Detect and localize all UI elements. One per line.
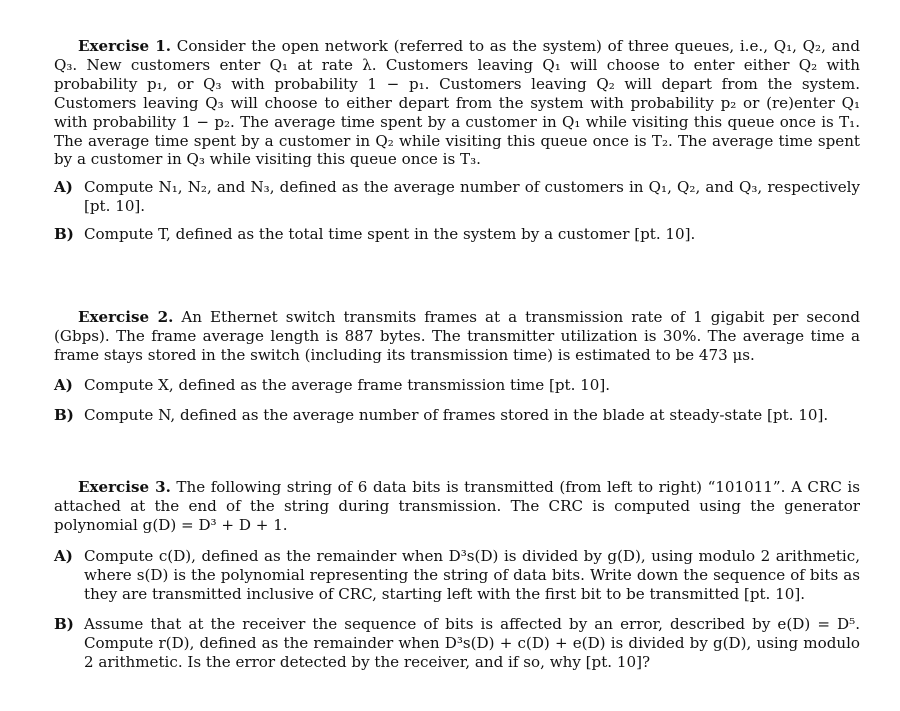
question-text: Compute T, defined as the total time spent in the system by a customer [pt. 10]. [84, 225, 696, 244]
question-text: Compute c(D), defined as the remainder when D³s(D) is divided by g(D), using modulo 2 arithmetic, where s(D) is the polynomial representing the string of data bits. Write down the sequence of bits as they are transmitted inclusive of CRC, starting left with the first bit to be transmitted [pt. 10]. [84, 546, 860, 603]
exercise-2-question-a [54, 376, 860, 395]
exercise-2-statement [54, 308, 860, 365]
question-text: Compute N, defined as the average number of frames stored in the blade at steady-state [pt. 10]. [84, 405, 829, 424]
question-label: A) [54, 375, 73, 394]
exercise-2-text: An Ethernet switch transmits frames at a transmission rate of 1 gigabit per second (Gbps). The frame average length is 887 bytes. The transmitter utilization is 30%. The average time a frame stays stored in the switch (including its transmission time) is estimated to be 473 μs. [54, 308, 860, 364]
exercise-2-question-b [54, 406, 860, 425]
exercise-1-question-a [54, 178, 860, 216]
question-text: Compute N₁, N₂, and N₃, defined as the average number of customers in Q₁, Q₂, and Q₃, respectively [pt. 10]. [84, 178, 860, 216]
exercise-1-question-b [54, 225, 860, 244]
exercise-2-title: Exercise 2. [78, 308, 174, 326]
exercise-3-question-b [54, 615, 860, 672]
exercise-1-title: Exercise 1. [78, 37, 172, 55]
exercise-3 [54, 478, 860, 672]
exercise-1-statement [54, 37, 860, 169]
exercise-3-text: The following string of 6 data bits is transmitted (from left to right) “101011”. A CRC is attached at the end of the string during transmission. The CRC is computed using the generator polynomial g(D) = D³ + D + 1. [54, 478, 860, 534]
exercise-1 [54, 37, 860, 244]
exercise-1-text: Consider the open network (referred to as the system) of three queues, i.e., Q₁, Q₂, and Q₃. New customers enter Q₁ at rate λ. Customers leaving Q₁ will choose to enter either Q₂ with probability p₁, or Q₃ with probability 1 − p₁. Customers leaving Q₂ will depart from the system. Customers leaving Q₃ will choose to either depart from the system with probability p₂ or (re)enter Q₁ with probability 1 − p₂. The average time spent by a customer in Q₁ while visiting this queue once is T₁. The average time spent by a customer in Q₂ while visiting this queue once is T₂. The average time spent by a customer in Q₃ while visiting this queue once is T₃. [54, 37, 860, 169]
question-label: B) [54, 615, 74, 634]
question-label: B) [54, 405, 74, 424]
question-text: Compute X, defined as the average frame transmission time [pt. 10]. [84, 375, 611, 394]
question-label: A) [54, 546, 73, 565]
exercise-3-title: Exercise 3. [78, 478, 171, 496]
exercise-3-question-a [54, 547, 860, 604]
exercise-3-statement [54, 478, 860, 535]
question-label: A) [54, 178, 73, 197]
question-text: Assume that at the receiver the sequence of bits is affected by an error, described by e(D) = D⁵. Compute r(D), defined as the remainder when D³s(D) + c(D) + e(D) is divided by g(D), using modulo 2 arithmetic. Is the error detected by the receiver, and if so, why [pt. 10]? [84, 615, 860, 672]
exercise-2 [54, 308, 860, 425]
question-label: B) [54, 225, 74, 244]
